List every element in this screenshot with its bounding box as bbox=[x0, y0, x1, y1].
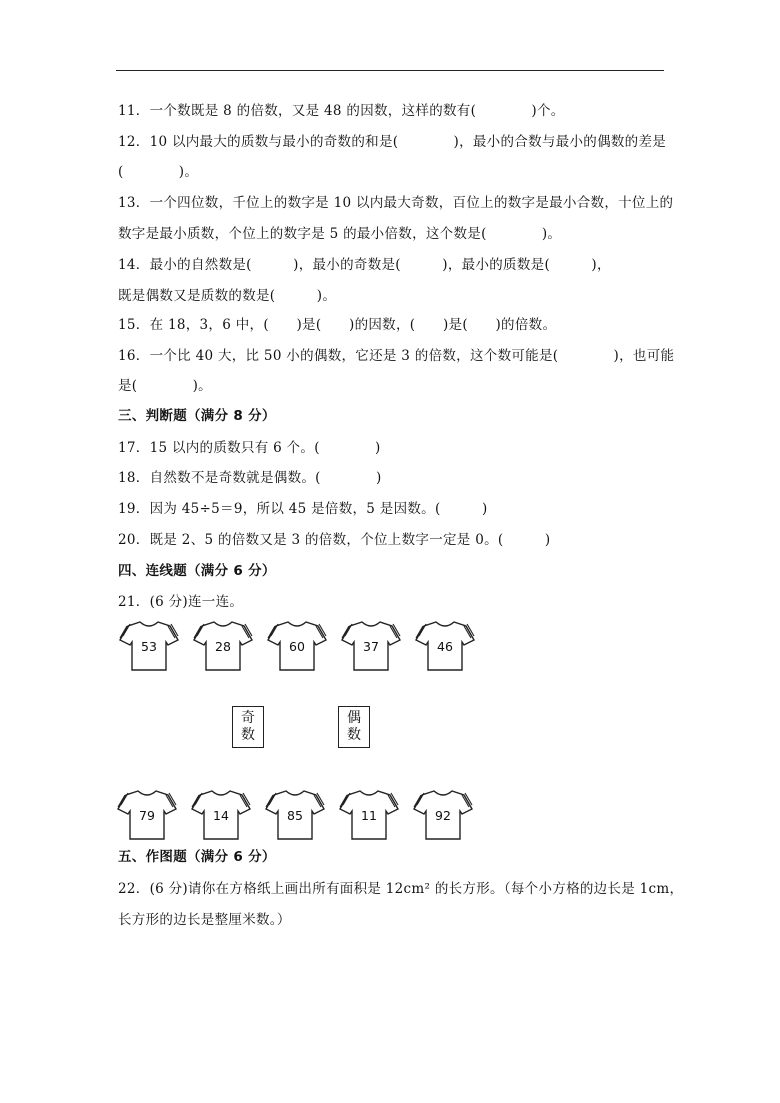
shirt-number: 79 bbox=[139, 808, 155, 823]
shirt-number: 92 bbox=[435, 808, 451, 823]
question-22-line-2: 长方形的边长是整厘米数。） bbox=[118, 912, 291, 928]
shirt-number: 85 bbox=[287, 808, 303, 823]
section-4-heading: 四、连线题（满分 6 分） bbox=[118, 563, 276, 579]
shirt-number: 53 bbox=[141, 639, 157, 654]
shirt-row-bottom bbox=[114, 787, 474, 843]
question-17: 17．15 以内的质数只有 6 个。( ) bbox=[118, 440, 381, 456]
shirt-number: 37 bbox=[363, 639, 379, 654]
question-16-line-1: 16．一个比 40 大，比 50 小的偶数，它还是 3 的倍数，这个数可能是( )，也可能 bbox=[118, 348, 675, 364]
shirt-icon bbox=[190, 787, 252, 843]
shirt-number: 46 bbox=[437, 639, 453, 654]
question-11: 11．一个数既是 8 的倍数，又是 48 的因数，这样的数有( )个。 bbox=[118, 103, 565, 119]
shirt-number: 14 bbox=[213, 808, 229, 823]
odd-number-box bbox=[232, 706, 264, 748]
box-char: 数 bbox=[241, 727, 255, 743]
shirt-row-top bbox=[116, 618, 476, 674]
header-rule bbox=[116, 70, 664, 71]
question-19: 19．因为 45÷5＝9，所以 45 是倍数，5 是因数。( ) bbox=[118, 501, 488, 517]
shirt-number: 11 bbox=[361, 808, 377, 823]
shirt-icon bbox=[412, 787, 474, 843]
shirt-icon bbox=[266, 618, 328, 674]
box-char: 数 bbox=[347, 727, 361, 743]
question-14-line-2: 既是偶数又是质数的数是( )。 bbox=[118, 288, 337, 304]
box-char: 偶 bbox=[347, 710, 361, 726]
question-20: 20．既是 2、5 的倍数又是 3 的倍数，个位上数字一定是 0。( ) bbox=[118, 532, 551, 548]
box-char: 奇 bbox=[241, 710, 255, 726]
question-22-line-1: 22．(6 分)请你在方格纸上画出所有面积是 12cm² 的长方形。（每个小方格的边长是 1cm， bbox=[118, 881, 684, 897]
shirt-icon bbox=[264, 787, 326, 843]
question-15: 15．在 18，3，6 中，( )是( )的因数，( )是( )的倍数。 bbox=[118, 317, 557, 333]
shirt-icon bbox=[192, 618, 254, 674]
question-16-line-2: 是( )。 bbox=[118, 378, 212, 394]
shirt-icon bbox=[338, 787, 400, 843]
question-21: 21．(6 分)连一连。 bbox=[118, 594, 244, 610]
shirt-icon bbox=[414, 618, 476, 674]
question-14-line-1: 14．最小的自然数是( )，最小的奇数是( )，最小的质数是( )， bbox=[118, 257, 611, 273]
question-18: 18．自然数不是奇数就是偶数。( ) bbox=[118, 470, 382, 486]
section-3-heading: 三、判断题（满分 8 分） bbox=[118, 408, 276, 424]
shirt-icon bbox=[116, 787, 178, 843]
even-number-box bbox=[338, 706, 370, 748]
question-12-line-2: ( )。 bbox=[118, 164, 199, 180]
section-5-heading: 五、作图题（满分 6 分） bbox=[118, 849, 276, 865]
shirt-number: 60 bbox=[289, 639, 305, 654]
question-13-line-1: 13．一个四位数，千位上的数字是 10 以内最大奇数，百位上的数字是最小合数，十位上的 bbox=[118, 195, 674, 211]
shirt-number: 28 bbox=[215, 639, 231, 654]
shirt-icon bbox=[118, 618, 180, 674]
shirt-icon bbox=[340, 618, 402, 674]
question-12-line-1: 12．10 以内最大的质数与最小的奇数的和是( )，最小的合数与最小的偶数的差是 bbox=[118, 134, 667, 150]
question-13-line-2: 数字是最小质数，个位上的数字是 5 的最小倍数，这个数是( )。 bbox=[118, 226, 562, 242]
